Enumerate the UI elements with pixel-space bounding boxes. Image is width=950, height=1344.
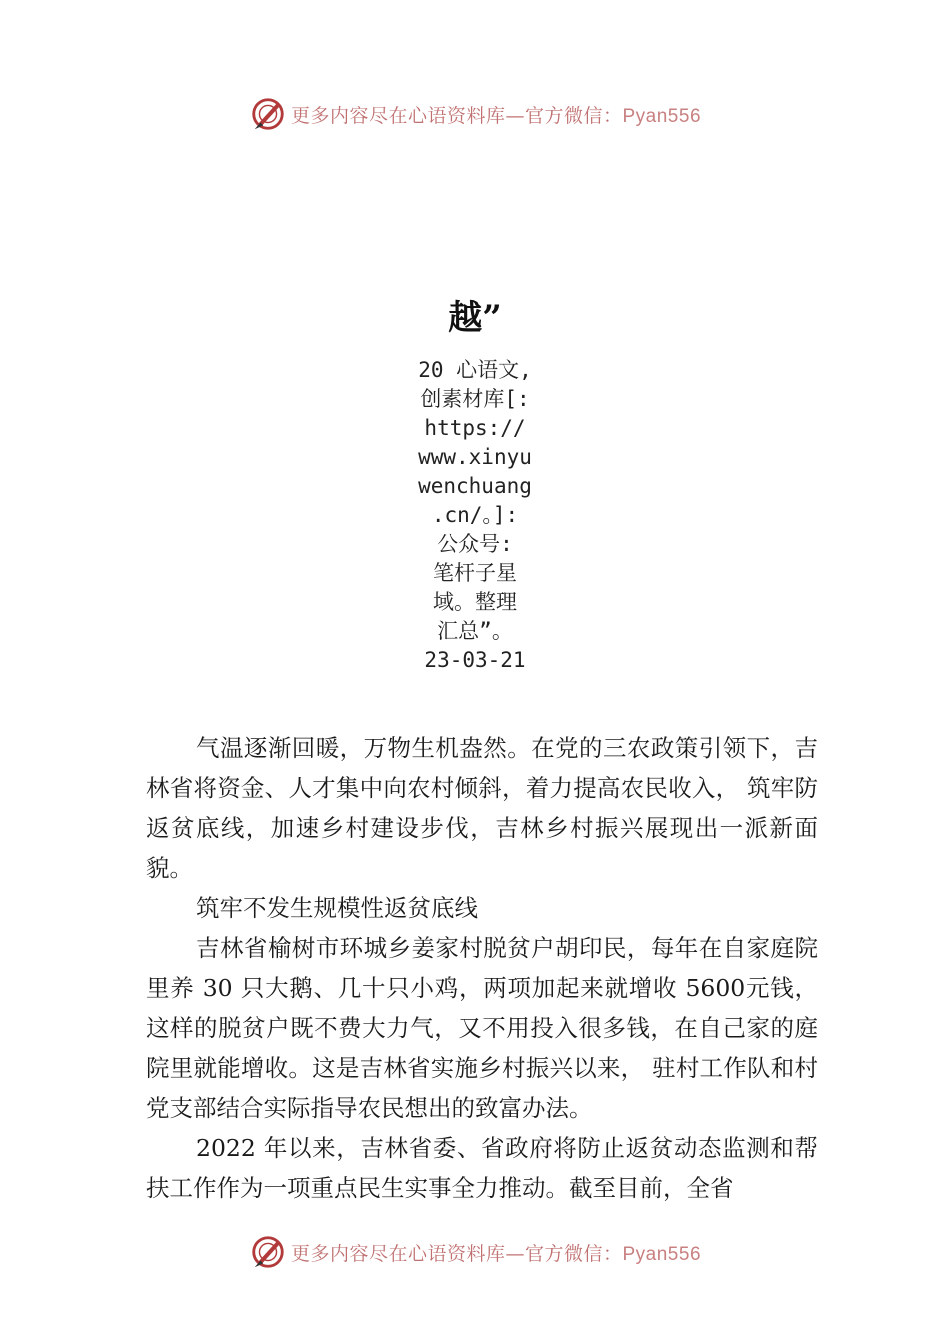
header-banner [0,94,950,134]
wechat-id: Pyan556 [622,105,702,127]
meta-line: .cn/。]: [431,503,519,527]
meta-line: 汇总”。 [437,619,513,643]
section-heading: 筑牢不发生规模性返贫底线 [196,894,478,922]
document-title: 越” [448,298,502,338]
banner-text: 更多内容尽在心语资料库—官方微信： [290,1242,623,1265]
meta-line: 创素材库[: [420,387,530,411]
meta-line: https:// [424,416,526,440]
meta-date: 23-03-21 [424,648,526,672]
meta-line: 域。整理 [433,590,517,614]
article-body [146,728,818,1208]
meta-line: www.xinyu [418,445,532,469]
paragraph: 吉林省榆树市环城乡姜家村脱贫户胡印民，每年在自家庭院里养 30 只大鹅、几十只小鸡，两项加起来就增收 5600元钱，这样的脱贫户既不费大力气，又不用投入很多钱，在自己家的庭院里就能增收。这是吉林省实施乡村振兴以来， 驻村工作队和村党支部结合实际指导农民想出的致富办法。 [146,934,818,1122]
source-meta [0,356,950,675]
footer-banner [0,1232,950,1272]
wechat-id: Pyan556 [622,1243,702,1265]
banner-text: 更多内容尽在心语资料库—官方微信： [290,104,623,127]
paragraph: 2022 年以来，吉林省委、省政府将防止返贫动态监测和帮扶工作作为一项重点民生实事全力推动。截至目前，全省 [146,1134,818,1202]
meta-line: 公众号: [437,532,513,556]
paragraph: 气温逐渐回暖，万物生机盎然。在党的三农政策引领下，吉林省将资金、人才集中向农村倾斜，着力提高农民收入， 筑牢防返贫底线，加速乡村建设步伐，吉林乡村振兴展现出一派新面貌。 [146,734,818,882]
meta-line: 20 心语文, [418,358,532,382]
meta-line: 笔杆子星 [433,561,517,585]
meta-line: wenchuang [418,474,532,498]
pen-logo-icon [249,95,287,133]
pen-logo-icon [249,1233,287,1271]
